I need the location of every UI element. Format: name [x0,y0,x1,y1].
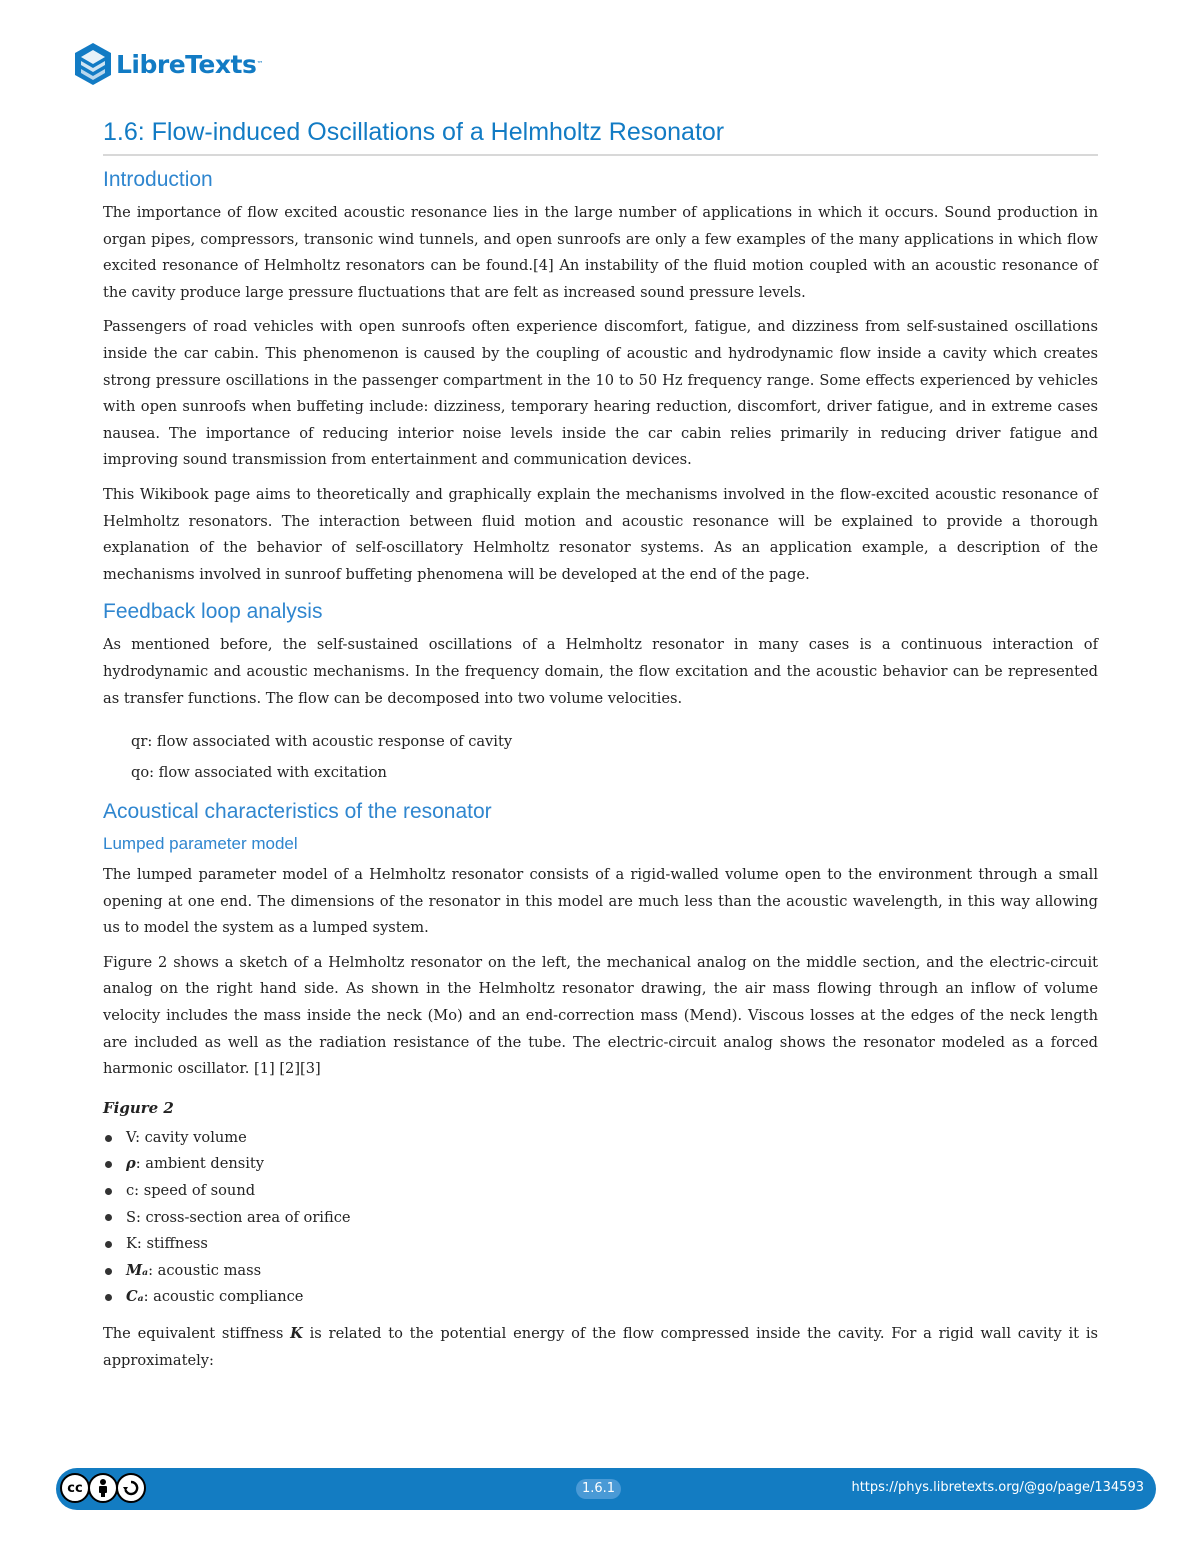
list-item: Cₐ : acoustic compliance [103,1284,1098,1311]
bullet-icon [105,1268,112,1275]
flow-definitions [131,726,1098,788]
variable-list [103,1125,1098,1311]
libretexts-hexagon-icon [74,42,112,86]
section-heading-feedback: Feedback loop analysis [103,600,323,624]
lumped-paragraph-2: Figure 2 shows a sketch of a Helmholtz resonator on the left, the mechanical analog on the middle section, and the electric-circuit analog on the right hand side. As shown in the Helmholtz resonator drawing, the air mass flowing through an inflow of volume velocity includes the mass inside the neck (Mo) and an end-correction mass (Mend). Viscous losses at the edges of the neck length are included as well as the radiation resistance of the tube. The electric-circuit analog shows the resonator modeled as a forced harmonic oscillator. [1] [2][3] [103,953,1098,1078]
lumped-paragraph-1: The lumped parameter model of a Helmholtz resonator consists of a rigid-walled volume open to the environment through a small opening at one end. The dimensions of the resonator in this model are much less than the acoustic wavelength, in this way allowing us to model the system as a lumped system. [103,866,1098,937]
intro-paragraph-2: Passengers of road vehicles with open sunroofs often experience discomfort, fatigue, and dizziness from self-sustained oscillations inside the car cabin. This phenomenon is caused by the coupling of acoustic and hydrodynamic flow inside a cavity which creates strong pressure oscillations in the passenger compartment in the 10 to 50 Hz frequency range. Some effects experienced by vehicles with open sunroofs when buffeting include: dizziness, temporary hearing reduction, discomfort, driver fatigue, and in extreme cases nausea. The importance of reducing interior noise levels inside the car cabin relies primarily in reducing driver fatigue and improving sound transmission from entertainment and communication devices. [103,318,1098,469]
page-content [103,118,1098,1382]
bullet-icon [105,1241,112,1248]
bullet-icon [105,1188,112,1195]
license-badge[interactable] [60,1473,144,1503]
feedback-paragraph-1: As mentioned before, the self-sustained oscillations of a Helmholtz resonator in many cases is a continuous interaction of hydrodynamic and acoustic mechanisms. In the frequency domain, the flow excitation and the acoustic behavior can be represented as transfer functions. The flow can be decomposed into two volume velocities. [103,636,1098,707]
list-item: Mₐ : acoustic mass [103,1258,1098,1285]
stiffness-paragraph: The equivalent stiffness K is related to the potential energy of the flow compressed inside the cavity. For a rigid wall cavity it is approximately: [103,1325,1098,1369]
logo-wordmark: LibreTexts [116,49,257,79]
bullet-icon [105,1294,112,1301]
attribution-icon [88,1473,118,1503]
subsection-heading-lumped: Lumped parameter model [103,834,298,854]
page-footer [56,1468,1156,1510]
intro-paragraph-3: This Wikibook page aims to theoretically and graphically explain the mechanisms involved in the flow-excited acoustic resonance of Helmholtz resonators. The interaction between fluid motion and acoustic resonance will be explained to provide a thorough explanation of the behavior of self-oscillatory Helmholtz resonator systems. As an application example, a description of the mechanisms involved in sunroof buffeting phenomena will be developed at the end of the page. [103,485,1098,583]
page-title: 1.6: Flow-induced Oscillations of a Helmholtz Resonator [103,118,1098,156]
logo-trademark: ™ [256,60,264,68]
list-item: c: speed of sound [103,1178,1098,1205]
bullet-icon [105,1161,112,1168]
intro-paragraph-1: The importance of flow excited acoustic resonance lies in the large number of applications in which it occurs. Sound production in organ pipes, compressors, transonic wind tunnels, and open sunroofs are only a few examples of the many applications in which flow excited resonance of Helmholtz resonators can be found.[4] An instability of the fluid motion coupled with an acoustic resonance of the cavity produce large pressure fluctuations that are felt as increased sound pressure levels. [103,204,1098,301]
stiffness-symbol: K [290,1325,303,1342]
section-heading-acoustical: Acoustical characteristics of the resonator [103,800,492,824]
page-url-link[interactable]: https://phys.libretexts.org/@go/page/134593 [851,1480,1144,1495]
definition-qo: qo: flow associated with excitation [131,764,387,782]
definition-qr: qr: flow associated with acoustic response of cavity [131,733,513,751]
list-item: V: cavity volume [103,1125,1098,1152]
list-item: ρ : ambient density [103,1151,1098,1178]
list-item: S: cross-section area of orifice [103,1205,1098,1232]
page-number: 1.6.1 [576,1479,621,1499]
cc-icon: cc [60,1473,90,1503]
list-item: K: stiffness [103,1231,1098,1258]
libretexts-logo[interactable] [74,42,263,86]
bullet-icon [105,1135,112,1142]
figure-label: Figure 2 [103,1098,174,1117]
section-heading-introduction: Introduction [103,168,213,191]
share-alike-icon [116,1473,146,1503]
bullet-icon [105,1214,112,1221]
